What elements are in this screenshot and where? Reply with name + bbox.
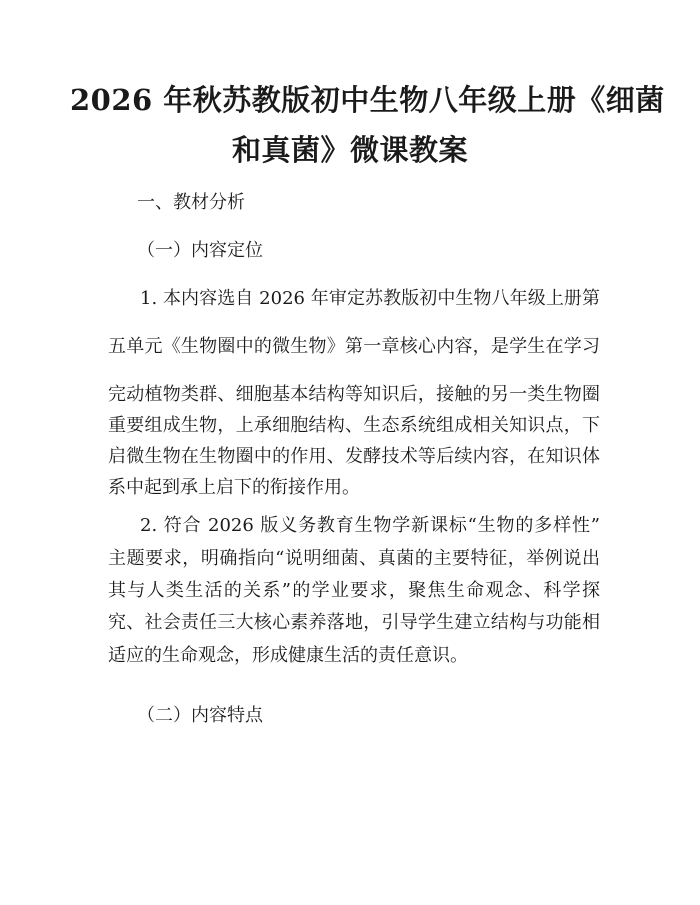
document-title-line-1: 2026 年秋苏教版初中生物八年级上册《细菌 xyxy=(70,83,665,117)
paragraph-1-line: 1. 本内容选自 2026 年审定苏教版初中生物八年级上册第 xyxy=(140,288,600,309)
paragraph-1-line: 五单元《生物圈中的微生物》第一章核心内容，是学生在学习 xyxy=(108,336,600,357)
paragraph-1-line: 完动植物类群、细胞基本结构等知识后，接触的另一类生物圈 xyxy=(108,384,600,405)
subsection-heading-content-positioning: （一）内容定位 xyxy=(137,240,263,261)
paragraph-2-line: 适应的生命观念，形成健康生活的责任意识。 xyxy=(108,645,468,666)
section-heading-teaching-material-analysis: 一、教材分析 xyxy=(137,192,245,213)
paragraph-1-line: 系中起到承上启下的衔接作用。 xyxy=(108,477,360,498)
subsection-heading-content-features: （二）内容特点 xyxy=(137,705,263,726)
paragraph-2-line: 2. 符合 2026 版义务教育生物学新课标“生物的多样性” xyxy=(140,515,600,536)
document-title-line-2: 和真菌》微课教案 xyxy=(231,133,468,167)
paragraph-2-line: 其与人类生活的关系”的学业要求，聚焦生命观念、科学探 xyxy=(108,580,600,601)
paragraph-2-line: 究、社会责任三大核心素养落地，引导学生建立结构与功能相 xyxy=(108,612,600,633)
paragraph-1-line: 启微生物在生物圈中的作用、发酵技术等后续内容，在知识体 xyxy=(108,446,600,467)
paragraph-2-line: 主题要求，明确指向“说明细菌、真菌的主要特征，举例说出 xyxy=(108,548,600,569)
paragraph-1-line: 重要组成生物，上承细胞结构、生态系统组成相关知识点，下 xyxy=(108,415,600,436)
